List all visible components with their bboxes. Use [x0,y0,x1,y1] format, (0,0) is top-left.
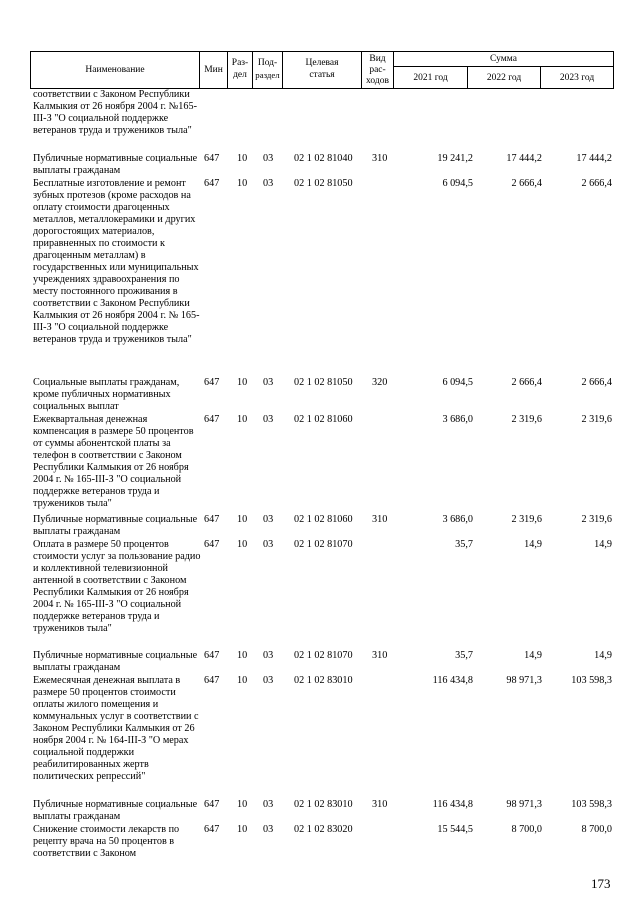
row-sum-2022: 8 700,0 [511,824,542,835]
row-sum-2022: 2 319,6 [511,514,542,525]
row-podrazdel: 03 [263,414,274,425]
row-name: Публичные нормативные социальные выплаты гражданам [33,153,198,176]
header-celevaya-1: Целевая [305,58,339,68]
row-name: Ежеквартальная денежная компенсация в размере 50 процентов от суммы абонентской платы за телефон в соответствии с Законом Республики Калмыкия от 26 ноября 2004 г. № 165-III-З "О социальной поддержке ветеранов труда и тружеников тыла" [33,414,194,509]
row-sum-2022: 98 971,3 [506,799,542,810]
row-name: Публичные нормативные социальные выплаты гражданам [33,514,198,537]
row-podrazdel: 03 [263,377,274,388]
header-min: Мин [204,65,223,75]
row-min: 647 [204,824,220,835]
row-podrazdel: 03 [263,824,274,835]
page-number: 173 [591,876,611,891]
row-sum-2021: 35,7 [455,650,473,661]
row-min: 647 [204,153,220,164]
header-vid-1: Вид [369,54,386,64]
row-sum-2022: 2 319,6 [511,414,542,425]
row-min: 647 [204,377,220,388]
header-year-2021: 2021 год [413,73,448,83]
row-sum-2021: 116 434,8 [432,675,473,686]
row-razdel: 10 [237,153,248,164]
row-name: соответствии с Законом Республики Калмыкия от 26 ноября 2004 г. №165-III-З "О социальной поддержке ветеранов труда и тружеников тыла" [33,89,197,136]
table-header [0,0,640,90]
row-celevaya-statya: 02 1 02 81060 [294,414,353,425]
row-name: Социальные выплаты гражданам, кроме публичных нормативных социальных выплат [33,377,180,412]
row-min: 647 [204,675,220,686]
row-razdel: 10 [237,539,248,550]
header-razdel-1: Раз- [231,58,249,68]
row-razdel: 10 [237,377,248,388]
row-sum-2023: 2 666,4 [581,178,612,189]
row-sum-2023: 2 319,6 [581,414,612,425]
row-vid-rashodov: 310 [372,514,388,525]
row-sum-2021: 3 686,0 [442,514,473,525]
row-min: 647 [204,650,220,661]
row-min: 647 [204,539,220,550]
row-sum-2022: 14,9 [524,539,542,550]
row-sum-2023: 17 444,2 [576,153,612,164]
row-min: 647 [204,414,220,425]
row-razdel: 10 [237,675,248,686]
row-min: 647 [204,799,220,810]
row-sum-2021: 6 094,5 [442,377,473,388]
row-vid-rashodov: 310 [372,153,388,164]
row-podrazdel: 03 [263,675,274,686]
row-sum-2021: 6 094,5 [442,178,473,189]
row-celevaya-statya: 02 1 02 81070 [294,650,353,661]
row-sum-2021: 19 241,2 [437,153,473,164]
row-sum-2023: 103 598,3 [571,675,612,686]
row-sum-2021: 35,7 [455,539,473,550]
row-celevaya-statya: 02 1 02 81040 [294,153,353,164]
row-podrazdel: 03 [263,514,274,525]
row-sum-2022: 2 666,4 [511,377,542,388]
row-name: Ежемесячная денежная выплата в размере 50 процентов стоимости оплаты жилого помещения и коммунальных услуг в соответствии с Законом Республики Калмыкия от 26 ноября 2004 г. № 164-III-З "О мерах социальной поддержки реабилитированных жертв политических репрессий" [33,675,199,782]
row-name: Снижение стоимости лекарств по рецепту врача на 50 процентов в соответствии с Законом [33,824,180,859]
row-sum-2021: 15 544,5 [437,824,473,835]
header-vid-2: рас- [369,65,386,75]
header-name: Наименование [85,65,145,75]
row-vid-rashodov: 310 [372,650,388,661]
row-podrazdel: 03 [263,153,274,164]
row-celevaya-statya: 02 1 02 83010 [294,799,353,810]
header-year-2022: 2022 год [486,73,522,83]
header-celevaya-2: статья [309,70,335,80]
header-podrazdel-1: Под- [257,58,278,68]
header-year-2023: 2023 год [559,73,595,83]
row-name: Публичные нормативные социальные выплаты гражданам [33,799,198,822]
row-celevaya-statya: 02 1 02 83010 [294,675,353,686]
row-sum-2021: 116 434,8 [432,799,473,810]
row-celevaya-statya: 02 1 02 81050 [294,178,353,189]
row-razdel: 10 [237,178,248,189]
row-sum-2023: 14,9 [594,539,612,550]
row-razdel: 10 [237,824,248,835]
row-sum-2023: 2 666,4 [581,377,612,388]
row-celevaya-statya: 02 1 02 81070 [294,539,353,550]
row-sum-2021: 3 686,0 [442,414,473,425]
row-podrazdel: 03 [263,650,274,661]
row-sum-2022: 98 971,3 [506,675,542,686]
row-celevaya-statya: 02 1 02 81060 [294,514,353,525]
row-sum-2023: 14,9 [594,650,612,661]
row-podrazdel: 03 [263,799,274,810]
header-razdel-2: дел [233,70,247,80]
row-podrazdel: 03 [263,539,274,550]
header-podrazdel-2: раздел [255,70,280,80]
row-razdel: 10 [237,799,248,810]
row-name: Бесплатные изготовление и ремонт зубных протезов (кроме расходов на оплату стоимости драгоценных металлов, металлокерамики и других дорогостоящих материалов, приравненных по стоимости к драгоценным металлам) в государственных или муниципальных учреждениях здравоохранения по месту постоянного проживания в соответствии с Законом Республики Калмыкия от 26 ноября 2004 г. № 165-III-З "О социальной поддержке ветеранов труда и тружеников тыла" [33,178,200,345]
row-sum-2022: 2 666,4 [511,178,542,189]
row-sum-2023: 2 319,6 [581,514,612,525]
row-vid-rashodov: 320 [372,377,388,388]
row-celevaya-statya: 02 1 02 81050 [294,377,353,388]
row-sum-2022: 17 444,2 [506,153,542,164]
row-vid-rashodov: 310 [372,799,388,810]
header-summa: Сумма [490,54,517,64]
row-razdel: 10 [237,514,248,525]
row-razdel: 10 [237,650,248,661]
row-sum-2023: 103 598,3 [571,799,612,810]
row-min: 647 [204,178,220,189]
row-name: Публичные нормативные социальные выплаты гражданам [33,650,198,673]
row-podrazdel: 03 [263,178,274,189]
row-min: 647 [204,514,220,525]
row-sum-2022: 14,9 [524,650,542,661]
header-vid-3: ходов [366,76,389,86]
row-celevaya-statya: 02 1 02 83020 [294,824,353,835]
row-name: Оплата в размере 50 процентов стоимости услуг за пользование радио и коллективной телевизионной антенной в соответствии с Законом Республики Калмыкия от 26 ноября 2004 г. № 165-III-З "О социальной поддержке ветеранов труда и тружеников тыла" [33,539,201,634]
row-sum-2023: 8 700,0 [581,824,612,835]
row-razdel: 10 [237,414,248,425]
